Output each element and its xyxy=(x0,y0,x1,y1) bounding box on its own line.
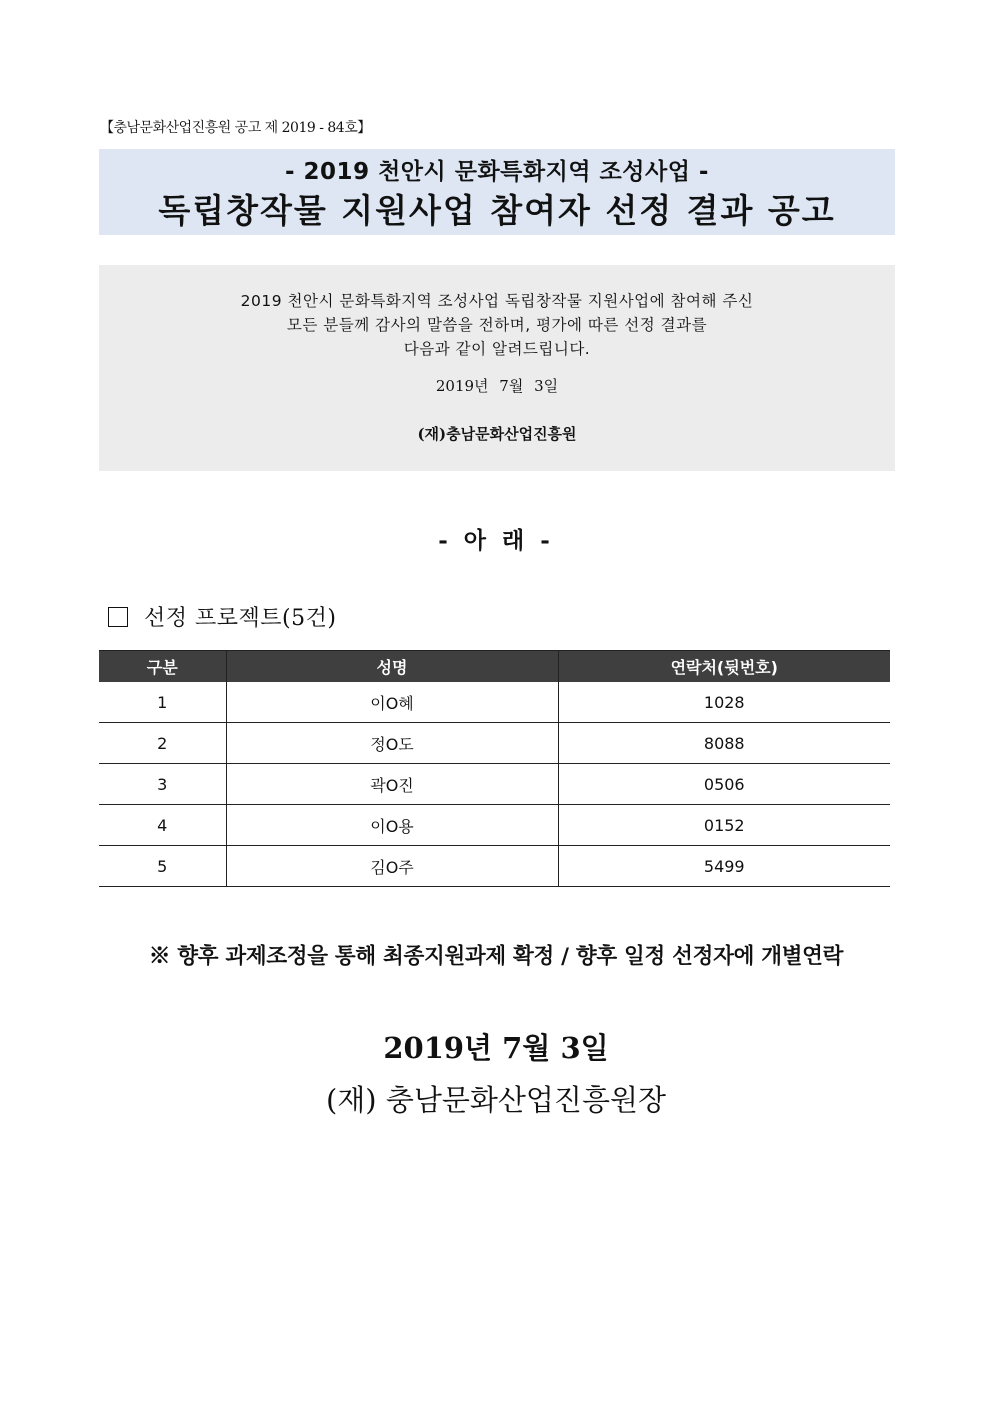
intro-date: 2019년 7월 3일 xyxy=(435,377,559,395)
page-title: 독립창작물 지원사업 참여자 선정 결과 공고 xyxy=(158,191,836,230)
table-row xyxy=(99,764,890,805)
row-contact: 5499 xyxy=(558,846,890,887)
notice-number: 【충남문화산업진흥원 공고 제 2019 - 84호】 xyxy=(100,120,371,136)
table-row xyxy=(99,846,890,887)
row-number: 5 xyxy=(99,846,226,887)
table-row xyxy=(99,723,890,764)
notice-note: ※ 향후 과제조정을 통해 최종지원과제 확정 / 향후 일정 선정자에 개별연락 xyxy=(148,944,844,969)
footer-organization: (재) 충남문화산업진흥원장 xyxy=(325,1083,666,1117)
column-header: 성명 xyxy=(226,651,558,683)
row-name: 김O주 xyxy=(226,846,558,887)
table-row xyxy=(99,682,890,723)
selection-table xyxy=(99,650,890,887)
row-name: 곽O진 xyxy=(226,764,558,805)
table-header-row xyxy=(99,651,890,683)
row-number: 2 xyxy=(99,723,226,764)
row-contact: 0506 xyxy=(558,764,890,805)
section-heading xyxy=(108,601,336,632)
footer-date: 2019년 7월 3일 xyxy=(383,1031,609,1065)
row-name: 이O용 xyxy=(226,805,558,846)
column-header: 연락처(뒷번호) xyxy=(558,651,890,683)
intro-organization: (재)충남문화산업진흥원 xyxy=(417,425,577,443)
row-contact: 1028 xyxy=(558,682,890,723)
column-header: 구분 xyxy=(99,651,226,683)
row-contact: 8088 xyxy=(558,723,890,764)
row-number: 4 xyxy=(99,805,226,846)
intro-box xyxy=(99,265,895,471)
intro-text xyxy=(99,289,895,361)
below-heading: - 아 래 - xyxy=(438,527,554,554)
intro-line: 2019 천안시 문화특화지역 조성사업 독립창작물 지원사업에 참여해 주신 xyxy=(240,292,754,310)
title-banner xyxy=(99,149,895,235)
intro-line: 모든 분들께 감사의 말씀을 전하며, 평가에 따른 선정 결과를 xyxy=(286,316,708,334)
table-row xyxy=(99,805,890,846)
row-name: 정O도 xyxy=(226,723,558,764)
row-contact: 0152 xyxy=(558,805,890,846)
title-subtitle: - 2019 천안시 문화특화지역 조성사업 - xyxy=(285,159,709,185)
intro-line: 다음과 같이 알려드립니다. xyxy=(403,340,591,358)
section-title: 선정 프로젝트(5건) xyxy=(144,606,337,631)
checkbox-square-icon xyxy=(108,607,128,627)
row-name: 이O혜 xyxy=(226,682,558,723)
row-number: 3 xyxy=(99,764,226,805)
row-number: 1 xyxy=(99,682,226,723)
